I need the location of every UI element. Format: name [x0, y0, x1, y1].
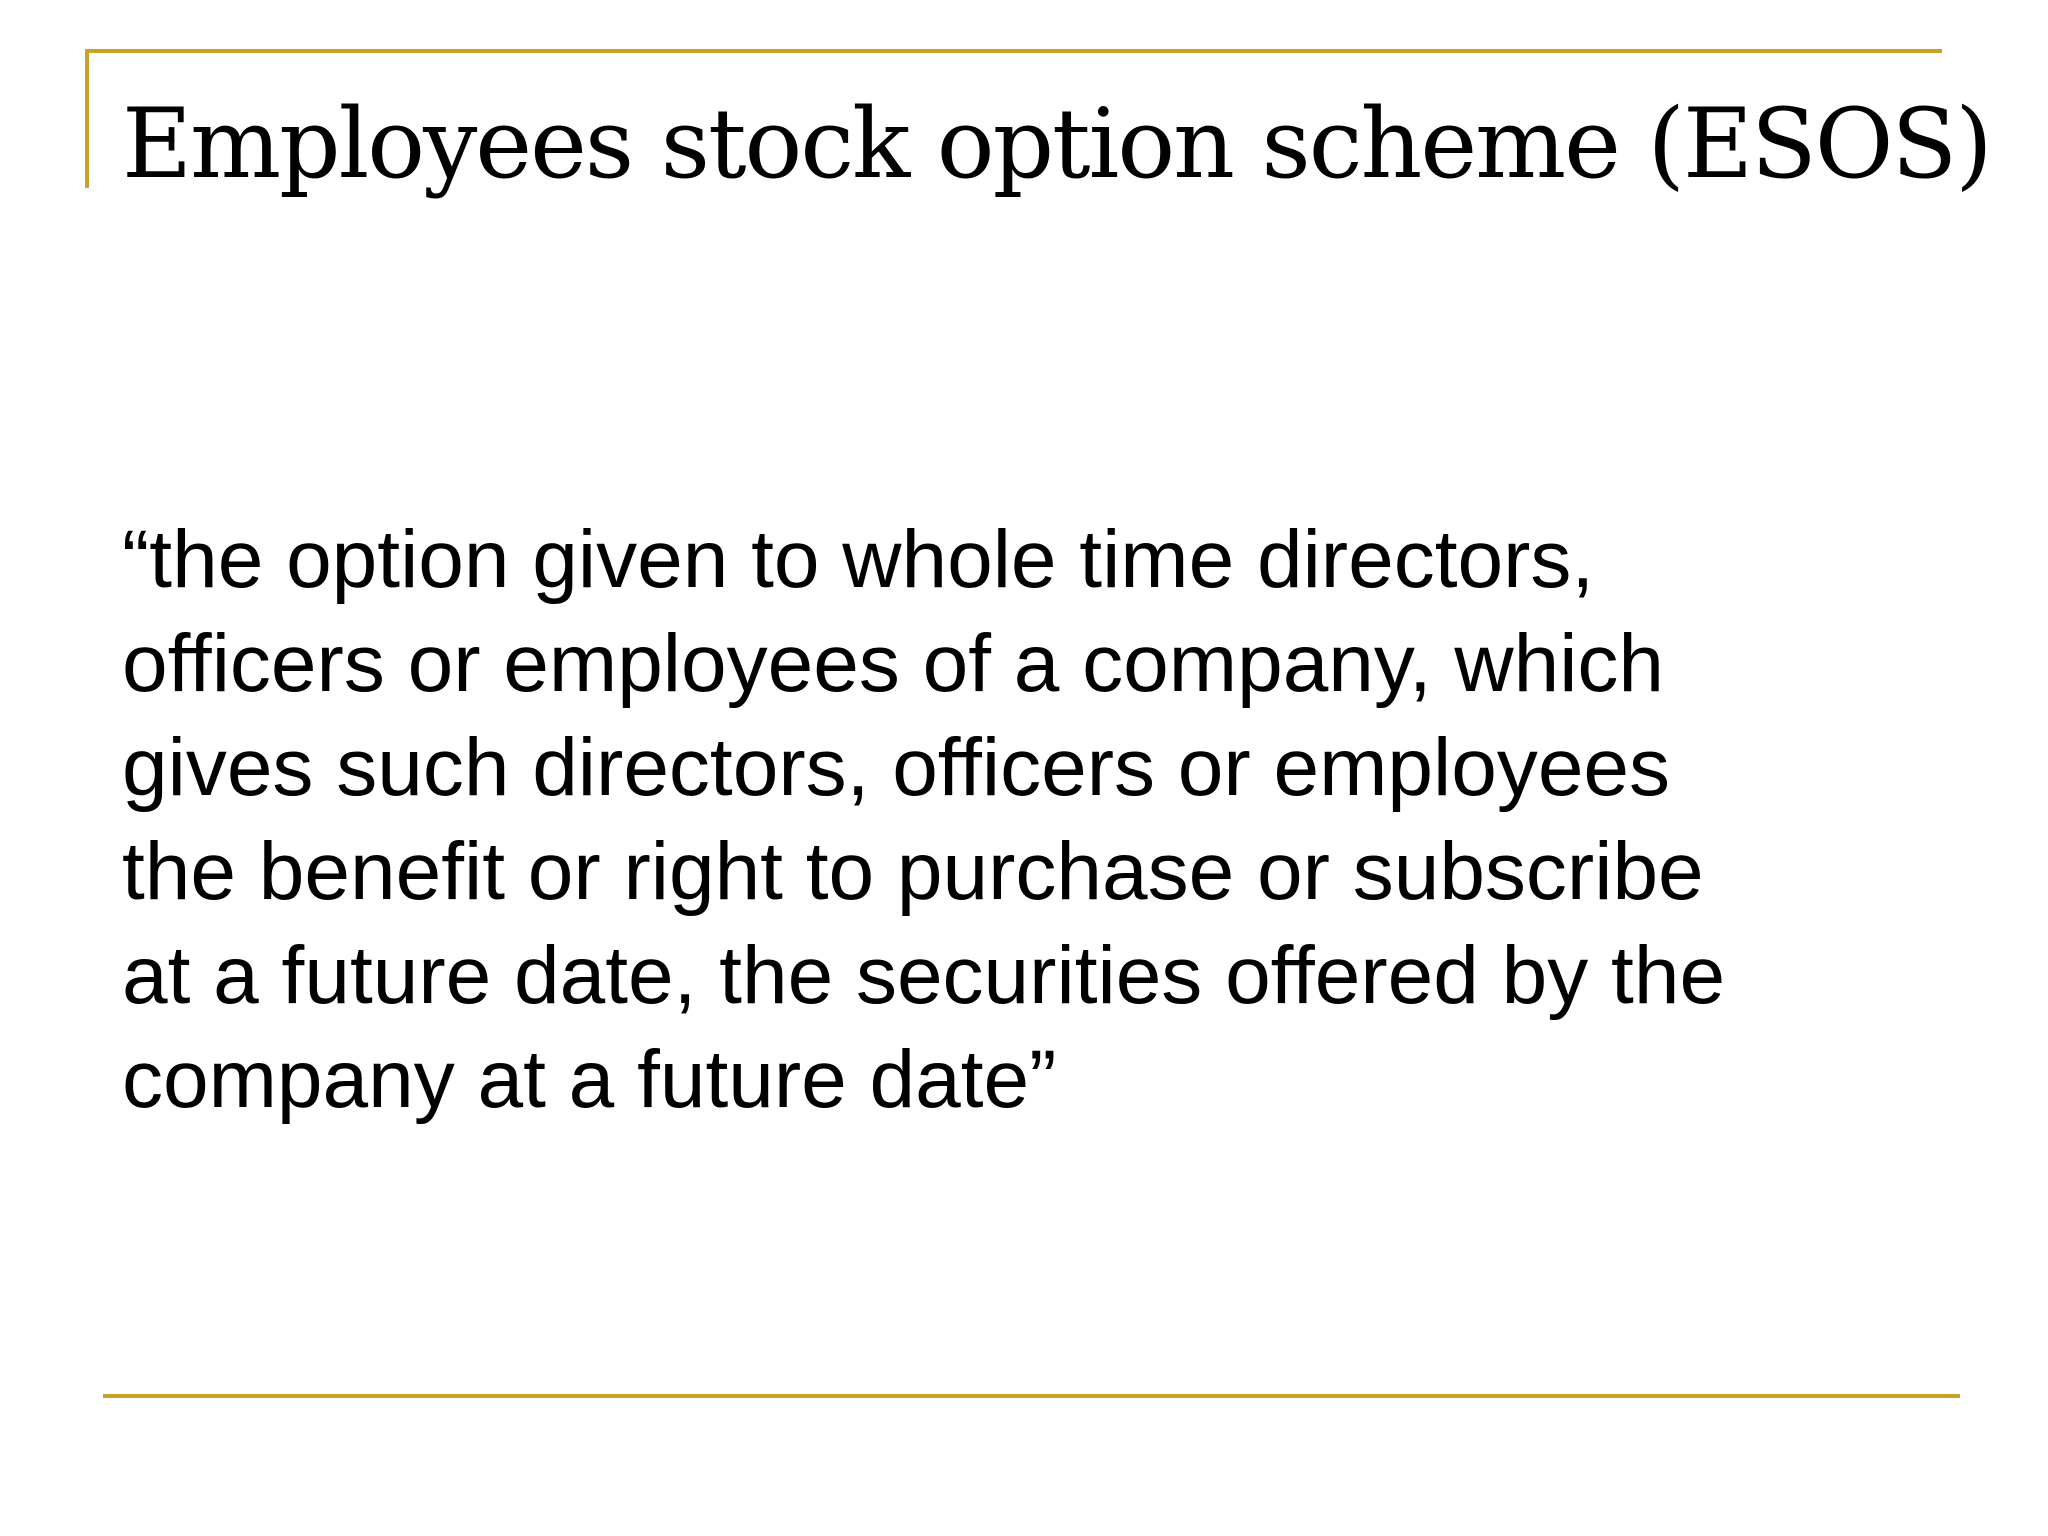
definition-line-4: the benefit or right to purchase or subscribe [122, 826, 1704, 917]
definition-quote [122, 508, 2000, 1132]
definition-line-6: company at a future date” [122, 1034, 1057, 1125]
definition-line-1: “the option given to whole time directors, [122, 514, 1595, 605]
top-rule [85, 49, 1942, 53]
bottom-rule [103, 1394, 1960, 1398]
definition-line-3: gives such directors, officers or employees [122, 722, 1671, 813]
definition-line-2: officers or employees of a company, which [122, 618, 1665, 709]
slide-title: Employees stock option scheme (ESOS) [122, 88, 1991, 200]
left-rule [85, 49, 89, 188]
definition-line-5: at a future date, the securities offered by the [122, 930, 1726, 1021]
